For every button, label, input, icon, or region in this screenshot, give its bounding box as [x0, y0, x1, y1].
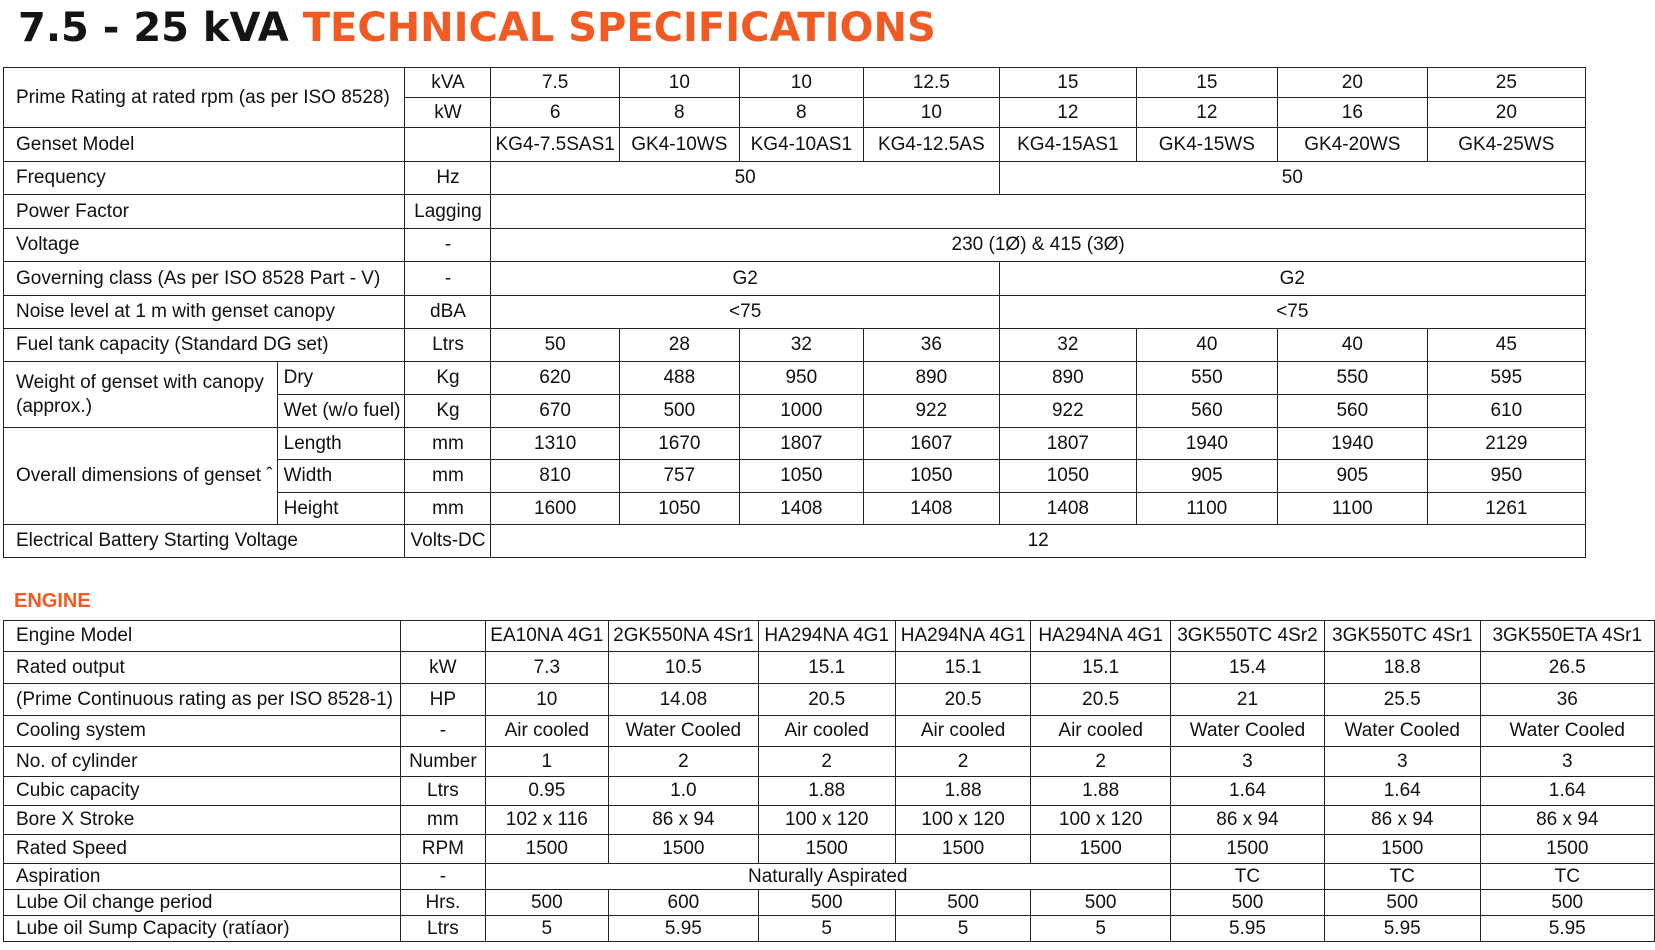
table-row	[4, 916, 1655, 942]
value-cell: 20	[1277, 68, 1427, 98]
value-cell: Air cooled	[895, 716, 1031, 747]
value-cell: 16	[1277, 98, 1427, 128]
value-cell: 5.95	[1324, 916, 1480, 942]
row-label: Aspiration	[4, 864, 401, 890]
value-cell: 3	[1170, 747, 1324, 777]
value-cell: 500	[1324, 890, 1480, 916]
value-cell	[491, 195, 1585, 229]
row-label: (Prime Continuous rating as per ISO 8528-1)	[4, 684, 401, 716]
value-cell: Naturally Aspirated	[485, 864, 1170, 890]
value-cell: 26.5	[1480, 652, 1654, 684]
value-cell: 500	[895, 890, 1031, 916]
value-cell: 45	[1427, 329, 1585, 362]
value-cell: 20.5	[758, 684, 895, 716]
sub-label: Wet (w/o fuel)	[277, 395, 405, 428]
unit-cell: Volts-DC	[405, 525, 491, 558]
table-row	[4, 362, 1586, 395]
unit-cell: kW	[401, 652, 485, 684]
table-row	[4, 525, 1586, 558]
value-cell: EA10NA 4G1	[485, 621, 609, 652]
value-cell: 0.95	[485, 777, 609, 806]
value-cell: 5.95	[609, 916, 758, 942]
row-label: Prime Rating at rated rpm (as per ISO 8528)	[4, 68, 405, 128]
value-cell: 7.3	[485, 652, 609, 684]
value-cell: 1807	[999, 428, 1136, 460]
value-cell: 21	[1170, 684, 1324, 716]
value-cell: 1.0	[609, 777, 758, 806]
value-cell: 890	[863, 362, 999, 395]
value-cell: 2	[895, 747, 1031, 777]
value-cell: 1940	[1136, 428, 1277, 460]
value-cell: 3	[1324, 747, 1480, 777]
kva-range-title: 7.5 - 25 kVA	[18, 5, 289, 51]
value-cell: 86 x 94	[1480, 806, 1654, 835]
table-row	[4, 716, 1655, 747]
table-row	[4, 864, 1655, 890]
row-label: Electrical Battery Starting Voltage	[4, 525, 405, 558]
value-cell: 1500	[758, 835, 895, 864]
unit-cell: Ltrs	[401, 777, 485, 806]
value-cell: 1	[485, 747, 609, 777]
sub-label: Width	[277, 460, 405, 493]
value-cell: <75	[999, 296, 1585, 329]
value-cell: 1100	[1277, 493, 1427, 525]
value-cell: 12	[999, 98, 1136, 128]
value-cell: 1310	[491, 428, 619, 460]
value-cell: HA294NA 4G1	[758, 621, 895, 652]
value-cell: Water Cooled	[1170, 716, 1324, 747]
row-label: Engine Model	[4, 621, 401, 652]
unit-cell: HP	[401, 684, 485, 716]
value-cell: 1.88	[895, 777, 1031, 806]
sub-label: Dry	[277, 362, 405, 395]
unit-cell: kW	[405, 98, 491, 128]
engine-section-title: ENGINE	[14, 590, 91, 612]
value-cell: 10	[485, 684, 609, 716]
row-label: No. of cylinder	[4, 747, 401, 777]
unit-cell: mm	[401, 806, 485, 835]
value-cell: 1.64	[1324, 777, 1480, 806]
table-row	[4, 747, 1655, 777]
value-cell: 36	[1480, 684, 1654, 716]
value-cell: 1500	[1031, 835, 1171, 864]
value-cell: TC	[1170, 864, 1324, 890]
value-cell: 2129	[1427, 428, 1585, 460]
value-cell: KG4-15AS1	[999, 128, 1136, 162]
value-cell: 950	[739, 362, 863, 395]
value-cell: 670	[491, 395, 619, 428]
value-cell: 10.5	[609, 652, 758, 684]
value-cell: <75	[491, 296, 999, 329]
value-cell: 86 x 94	[609, 806, 758, 835]
value-cell: 890	[999, 362, 1136, 395]
value-cell: 550	[1277, 362, 1427, 395]
value-cell: 1670	[619, 428, 739, 460]
value-cell: 3	[1480, 747, 1654, 777]
unit-cell: kVA	[405, 68, 491, 98]
value-cell: 560	[1136, 395, 1277, 428]
value-cell: 488	[619, 362, 739, 395]
value-cell: 25.5	[1324, 684, 1480, 716]
unit-cell: Kg	[405, 362, 491, 395]
value-cell: 20.5	[895, 684, 1031, 716]
value-cell: 50	[999, 162, 1585, 195]
value-cell: 500	[1170, 890, 1324, 916]
value-cell: 1500	[1170, 835, 1324, 864]
unit-cell: -	[405, 262, 491, 296]
row-label: Lube oil Sump Capacity (ratíaor)	[4, 916, 401, 942]
table-row	[4, 777, 1655, 806]
value-cell: 100 x 120	[895, 806, 1031, 835]
unit-cell: Kg	[405, 395, 491, 428]
value-cell: 5.95	[1480, 916, 1654, 942]
value-cell: 25	[1427, 68, 1585, 98]
value-cell: 1940	[1277, 428, 1427, 460]
value-cell: 5	[1031, 916, 1171, 942]
row-label: Genset Model	[4, 128, 405, 162]
value-cell: 14.08	[609, 684, 758, 716]
value-cell: 1.64	[1170, 777, 1324, 806]
value-cell: 500	[619, 395, 739, 428]
unit-cell: Lagging	[405, 195, 491, 229]
row-label: Voltage	[4, 229, 405, 262]
value-cell: 922	[999, 395, 1136, 428]
value-cell: 560	[1277, 395, 1427, 428]
spec-title: TECHNICAL SPECIFICATIONS	[302, 5, 936, 51]
value-cell: 950	[1427, 460, 1585, 493]
value-cell: 50	[491, 329, 619, 362]
value-cell: GK4-25WS	[1427, 128, 1585, 162]
sub-label: Length	[277, 428, 405, 460]
value-cell: 1.88	[1031, 777, 1171, 806]
table-row	[4, 128, 1586, 162]
value-cell: 1050	[999, 460, 1136, 493]
value-cell: 1500	[485, 835, 609, 864]
value-cell: 18.8	[1324, 652, 1480, 684]
value-cell: 102 x 116	[485, 806, 609, 835]
value-cell: 810	[491, 460, 619, 493]
value-cell: 10	[619, 68, 739, 98]
value-cell: 1408	[999, 493, 1136, 525]
unit-cell: Hz	[405, 162, 491, 195]
unit-cell	[401, 621, 485, 652]
value-cell: 620	[491, 362, 619, 395]
row-label: Rated Speed	[4, 835, 401, 864]
value-cell: HA294NA 4G1	[895, 621, 1031, 652]
value-cell: 757	[619, 460, 739, 493]
page-heading	[18, 4, 936, 51]
value-cell: 1408	[739, 493, 863, 525]
unit-cell: mm	[405, 460, 491, 493]
unit-cell: mm	[405, 428, 491, 460]
value-cell: 28	[619, 329, 739, 362]
table-row	[4, 835, 1655, 864]
value-cell: 1000	[739, 395, 863, 428]
value-cell: 1050	[739, 460, 863, 493]
table-row	[4, 329, 1586, 362]
value-cell: 10	[739, 68, 863, 98]
row-label: Rated output	[4, 652, 401, 684]
technical-specifications-table	[3, 67, 1586, 558]
value-cell: Air cooled	[758, 716, 895, 747]
table-row	[4, 262, 1586, 296]
unit-cell: -	[401, 864, 485, 890]
value-cell: 12	[1136, 98, 1277, 128]
value-cell: 1500	[895, 835, 1031, 864]
value-cell: 20	[1427, 98, 1585, 128]
value-cell: 15.1	[758, 652, 895, 684]
value-cell: Air cooled	[1031, 716, 1171, 747]
value-cell: 2	[758, 747, 895, 777]
value-cell: 500	[485, 890, 609, 916]
value-cell: GK4-15WS	[1136, 128, 1277, 162]
value-cell: TC	[1324, 864, 1480, 890]
value-cell: 2GK550NA 4Sr1	[609, 621, 758, 652]
value-cell: 86 x 94	[1324, 806, 1480, 835]
table-row	[4, 229, 1586, 262]
value-cell: 595	[1427, 362, 1585, 395]
value-cell: 32	[999, 329, 1136, 362]
value-cell: 7.5	[491, 68, 619, 98]
value-cell: 1607	[863, 428, 999, 460]
value-cell: 2	[609, 747, 758, 777]
value-cell: GK4-20WS	[1277, 128, 1427, 162]
value-cell: 36	[863, 329, 999, 362]
unit-cell: Hrs.	[401, 890, 485, 916]
unit-cell: mm	[405, 493, 491, 525]
value-cell: 15	[1136, 68, 1277, 98]
engine-specifications-table	[3, 620, 1655, 942]
table-row	[4, 684, 1655, 716]
table-row	[4, 162, 1586, 195]
value-cell: 1261	[1427, 493, 1585, 525]
value-cell: HA294NA 4G1	[1031, 621, 1171, 652]
row-label: Fuel tank capacity (Standard DG set)	[4, 329, 405, 362]
value-cell: 10	[863, 98, 999, 128]
value-cell: 1.88	[758, 777, 895, 806]
value-cell: Water Cooled	[1324, 716, 1480, 747]
row-label: Governing class (As per ISO 8528 Part - V)	[4, 262, 405, 296]
value-cell: 3GK550ETA 4Sr1	[1480, 621, 1654, 652]
table-row	[4, 68, 1586, 98]
value-cell: 3GK550TC 4Sr2	[1170, 621, 1324, 652]
unit-cell	[405, 128, 491, 162]
table-row	[4, 296, 1586, 329]
table-row	[4, 890, 1655, 916]
value-cell: 922	[863, 395, 999, 428]
value-cell: 1807	[739, 428, 863, 460]
unit-cell: Ltrs	[401, 916, 485, 942]
value-cell: 20.5	[1031, 684, 1171, 716]
value-cell: 1100	[1136, 493, 1277, 525]
value-cell: 1500	[1480, 835, 1654, 864]
value-cell: 1500	[1324, 835, 1480, 864]
value-cell: 8	[739, 98, 863, 128]
value-cell: 500	[1031, 890, 1171, 916]
value-cell: G2	[491, 262, 999, 296]
value-cell: 1050	[863, 460, 999, 493]
value-cell: 32	[739, 329, 863, 362]
value-cell: 1.64	[1480, 777, 1654, 806]
value-cell: 40	[1277, 329, 1427, 362]
value-cell: 610	[1427, 395, 1585, 428]
table-row	[4, 621, 1655, 652]
value-cell: 2	[1031, 747, 1171, 777]
row-label: Cubic capacity	[4, 777, 401, 806]
value-cell: 12.5	[863, 68, 999, 98]
row-label: Overall dimensions of genset ˆ	[4, 428, 278, 525]
unit-cell: RPM	[401, 835, 485, 864]
value-cell: 905	[1136, 460, 1277, 493]
value-cell: 15.4	[1170, 652, 1324, 684]
value-cell: Air cooled	[485, 716, 609, 747]
row-label: Frequency	[4, 162, 405, 195]
table-row	[4, 195, 1586, 229]
value-cell: 6	[491, 98, 619, 128]
value-cell: Water Cooled	[609, 716, 758, 747]
row-label: Bore X Stroke	[4, 806, 401, 835]
table-row	[4, 806, 1655, 835]
row-label: Cooling system	[4, 716, 401, 747]
value-cell: 230 (1Ø) & 415 (3Ø)	[491, 229, 1585, 262]
value-cell: 5	[895, 916, 1031, 942]
value-cell: 86 x 94	[1170, 806, 1324, 835]
value-cell: 1600	[491, 493, 619, 525]
unit-cell: Number	[401, 747, 485, 777]
value-cell: 5.95	[1170, 916, 1324, 942]
value-cell: 1500	[609, 835, 758, 864]
value-cell: 500	[758, 890, 895, 916]
value-cell: 100 x 120	[758, 806, 895, 835]
table-row	[4, 652, 1655, 684]
value-cell: 12	[491, 525, 1585, 558]
value-cell: 5	[758, 916, 895, 942]
sub-label: Height	[277, 493, 405, 525]
value-cell: GK4-10WS	[619, 128, 739, 162]
value-cell: 15	[999, 68, 1136, 98]
row-label: Lube Oil change period	[4, 890, 401, 916]
value-cell: 600	[609, 890, 758, 916]
value-cell: KG4-7.5SAS1	[491, 128, 619, 162]
unit-cell: dBA	[405, 296, 491, 329]
value-cell: 50	[491, 162, 999, 195]
value-cell: 3GK550TC 4Sr1	[1324, 621, 1480, 652]
value-cell: 1050	[619, 493, 739, 525]
value-cell: 1408	[863, 493, 999, 525]
value-cell: 550	[1136, 362, 1277, 395]
unit-cell: Ltrs	[405, 329, 491, 362]
value-cell: 15.1	[1031, 652, 1171, 684]
value-cell: Water Cooled	[1480, 716, 1654, 747]
value-cell: 905	[1277, 460, 1427, 493]
value-cell: 40	[1136, 329, 1277, 362]
unit-cell: -	[405, 229, 491, 262]
row-label: Power Factor	[4, 195, 405, 229]
value-cell: KG4-12.5AS	[863, 128, 999, 162]
value-cell: G2	[999, 262, 1585, 296]
table-row	[4, 428, 1586, 460]
value-cell: KG4-10AS1	[739, 128, 863, 162]
value-cell: TC	[1480, 864, 1654, 890]
row-label: Noise level at 1 m with genset canopy	[4, 296, 405, 329]
value-cell: 500	[1480, 890, 1654, 916]
unit-cell: -	[401, 716, 485, 747]
value-cell: 15.1	[895, 652, 1031, 684]
row-label: Weight of genset with canopy (approx.)	[4, 362, 278, 428]
value-cell: 8	[619, 98, 739, 128]
value-cell: 100 x 120	[1031, 806, 1171, 835]
value-cell: 5	[485, 916, 609, 942]
